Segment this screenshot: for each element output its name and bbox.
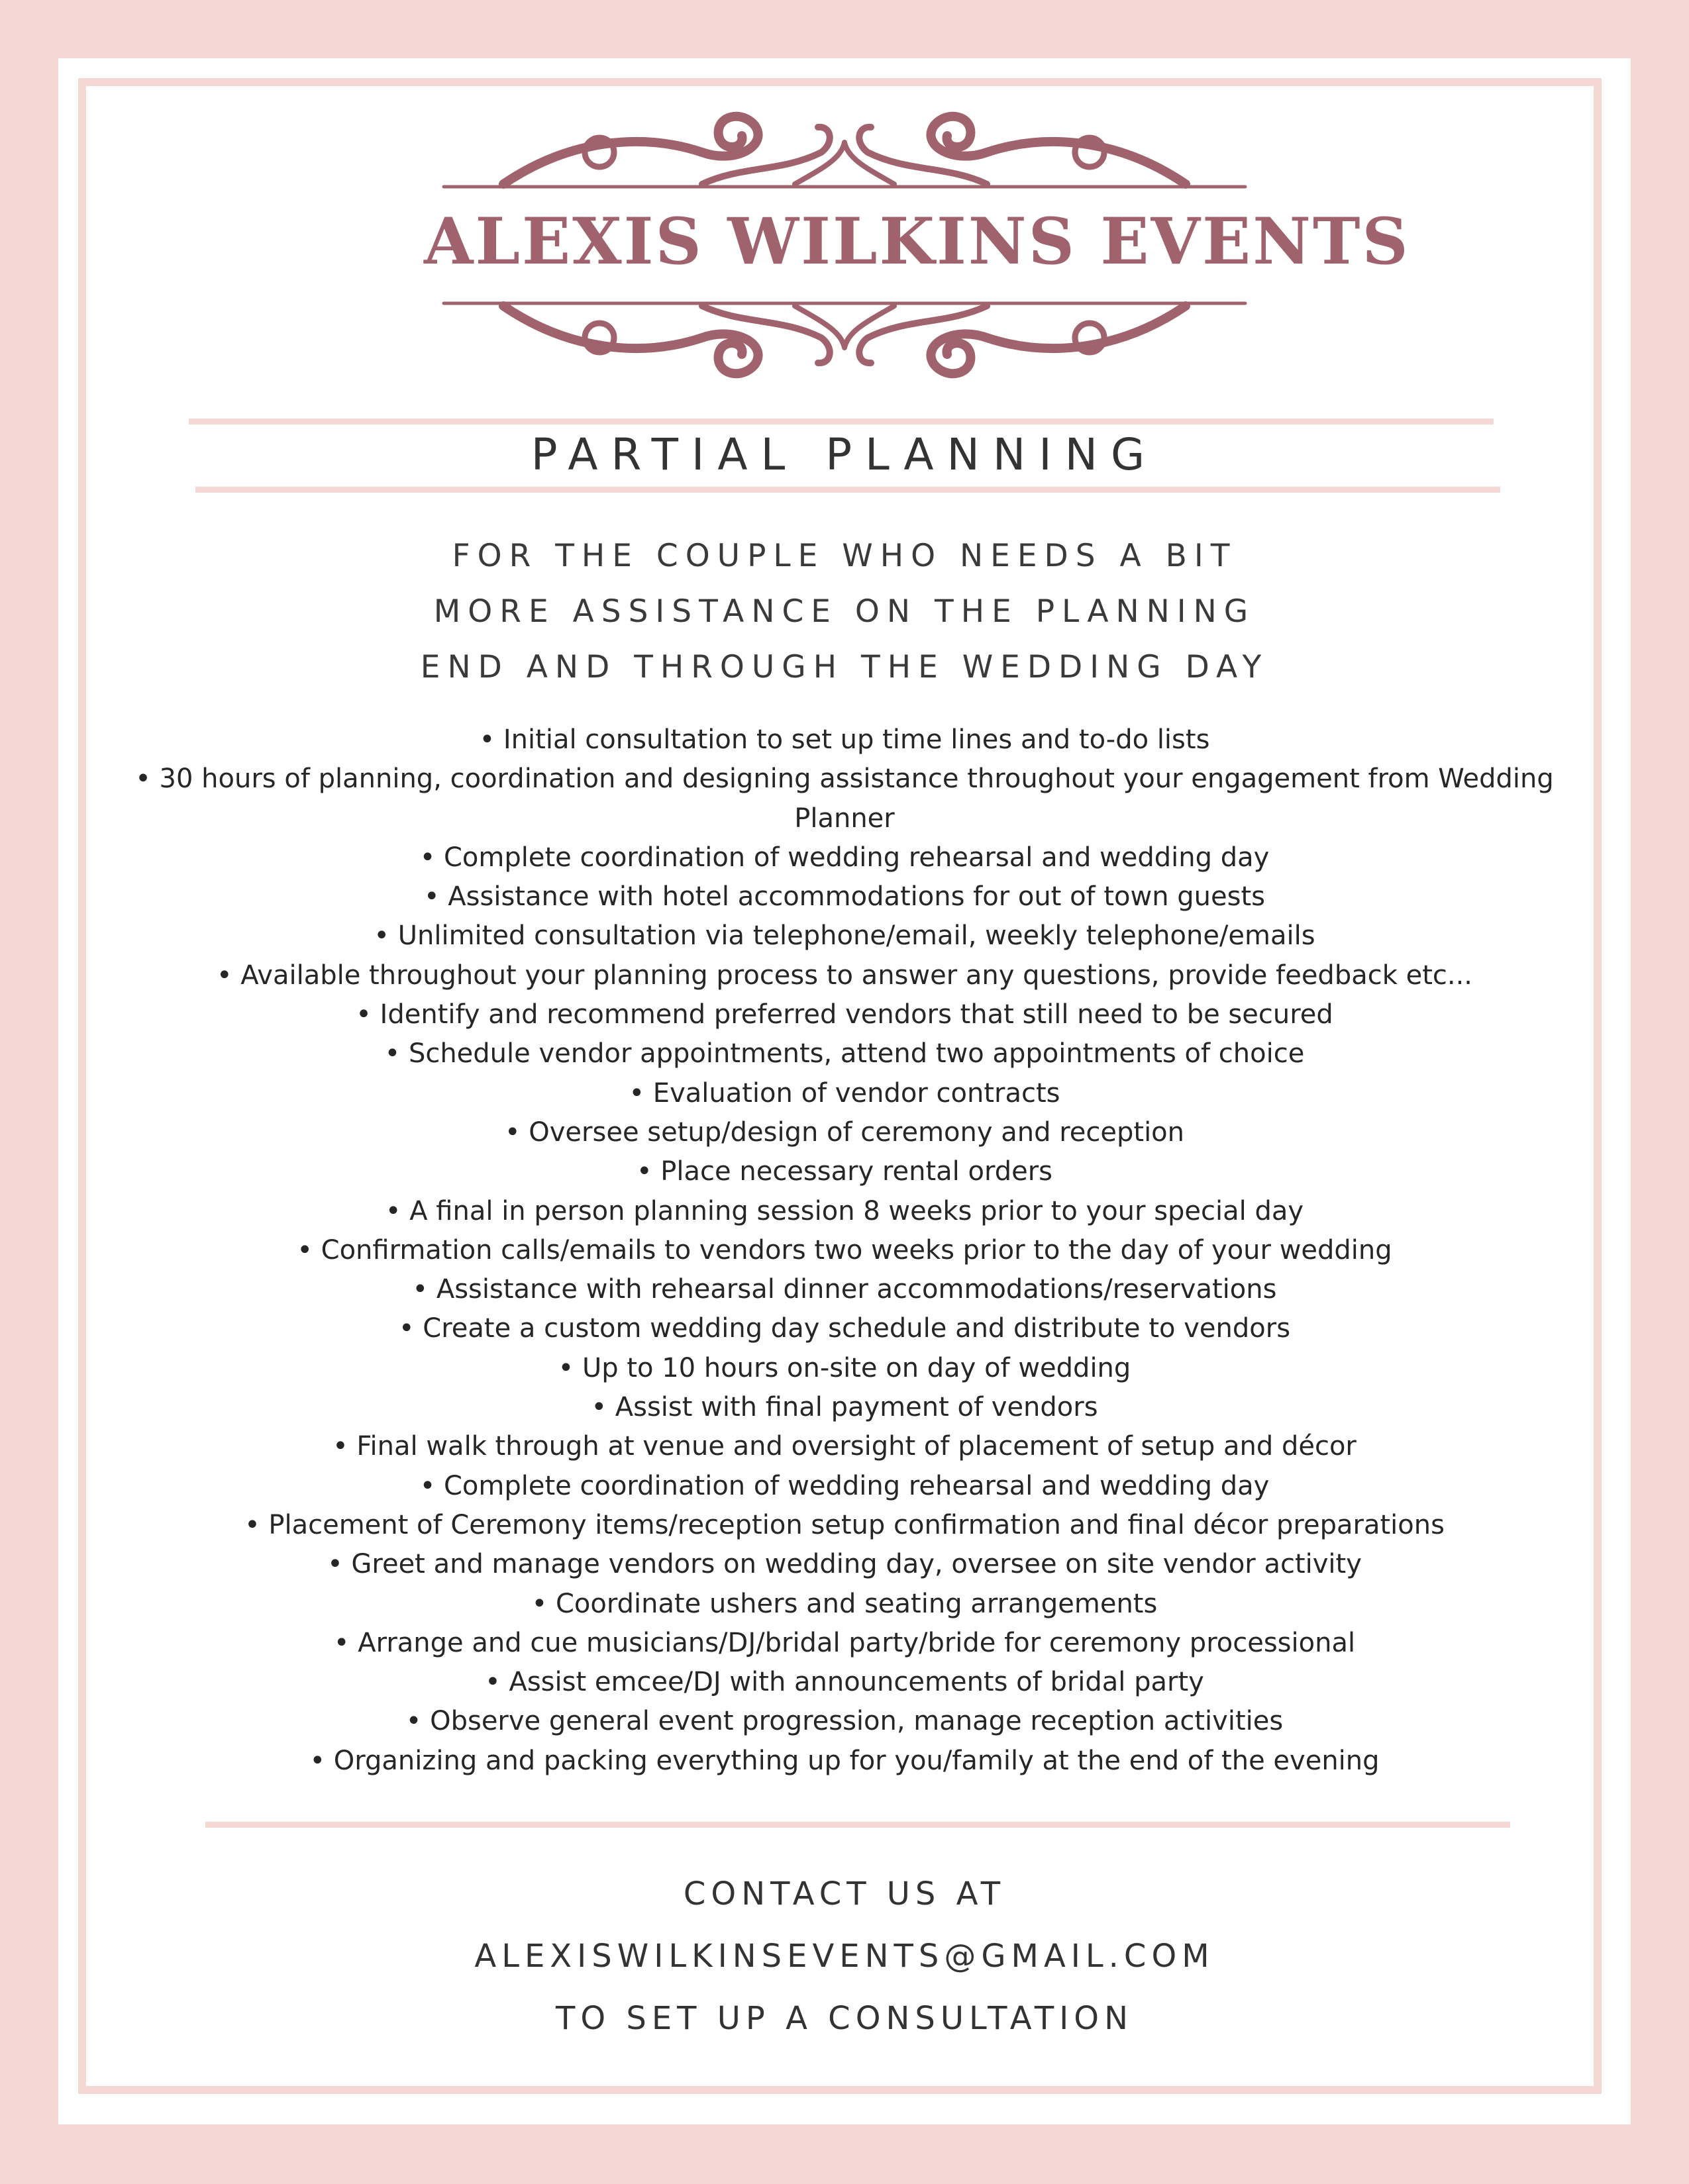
feature-item: • Initial consultation to set up time lines and to-do lists <box>479 724 1210 755</box>
flyer-card <box>58 58 1631 2124</box>
brand-name: ALEXIS WILKINS EVENTS <box>424 204 1410 279</box>
feature-item: • Arrange and cue musicians/DJ/bridal party/bride for ceremony processional <box>333 1627 1356 1658</box>
feature-item: • Final walk through at venue and oversight of placement of setup and décor <box>333 1431 1356 1462</box>
package-subtitle <box>58 528 1631 695</box>
contact-line: CONTACT US AT <box>683 1875 1006 1912</box>
feature-item: • Assist with final payment of vendors <box>591 1392 1098 1423</box>
feature-item: • Observe general event progression, manage reception activities <box>405 1706 1284 1737</box>
feature-item: • Complete coordination of wedding rehearsal and wedding day <box>419 1470 1270 1501</box>
contact-rule <box>205 1822 1510 1828</box>
feature-item: • Create a custom wedding day schedule and distribute to vendors <box>398 1313 1291 1344</box>
feature-item: • Assistance with hotel accommodations for out of town guests <box>424 881 1265 913</box>
feature-item: • Available throughout your planning process to answer any questions, provide feedback etc... <box>216 960 1473 991</box>
feature-item: • Up to 10 hours on-site on day of wedding <box>558 1352 1131 1383</box>
title-rule-bottom <box>195 487 1500 493</box>
feature-item: • Coordinate ushers and seating arrangements <box>531 1588 1158 1619</box>
subtitle-line: MORE ASSISTANCE ON THE PLANNING <box>433 593 1256 630</box>
feature-list <box>98 720 1591 1781</box>
feature-item: • Confirmation calls/emails to vendors two weeks prior to the day of your wedding <box>297 1234 1392 1266</box>
feature-item: • Assist emcee/DJ with announcements of bridal party <box>485 1667 1204 1698</box>
subtitle-line: FOR THE COUPLE WHO NEEDS A BIT <box>452 538 1237 574</box>
feature-item: • Complete coordination of wedding rehearsal and wedding day <box>419 842 1270 873</box>
feature-item: • Unlimited consultation via telephone/email, weekly telephone/emails <box>374 920 1315 952</box>
feature-item: • Organizing and packing everything up for you/family at the end of the evening <box>309 1745 1380 1776</box>
feature-item: • Schedule vendor appointments, attend two appointments of choice <box>384 1038 1305 1069</box>
feature-item: • A final in person planning session 8 weeks prior to your special day <box>385 1195 1304 1226</box>
feature-item: • Assistance with rehearsal dinner accommodations/reservations <box>412 1274 1277 1305</box>
feature-item: • Placement of Ceremony items/reception setup confirmation and final décor preparations <box>244 1509 1445 1540</box>
feature-item: • 30 hours of planning, coordination and designing assistance throughout your engagement from Wedding Planner <box>135 764 1554 834</box>
feature-item: • Identify and recommend preferred vendors that still need to be secured <box>356 999 1333 1030</box>
feature-item: • Evaluation of vendor contracts <box>629 1077 1060 1109</box>
feature-item: • Place necessary rental orders <box>636 1156 1052 1187</box>
feature-item: • Greet and manage vendors on wedding day, oversee on site vendor activity <box>327 1549 1362 1580</box>
contact-block <box>58 1863 1631 2050</box>
brand-logo <box>424 106 1410 384</box>
contact-email[interactable]: ALEXISWILKINSEVENTS@GMAIL.COM <box>474 1938 1215 1975</box>
contact-line: TO SET UP A CONSULTATION <box>556 2000 1133 2037</box>
package-title: PARTIAL PLANNING <box>531 429 1158 480</box>
feature-item: • Oversee setup/design of ceremony and reception <box>504 1117 1185 1148</box>
subtitle-line: END AND THROUGH THE WEDDING DAY <box>420 649 1269 685</box>
title-rule-top <box>189 419 1494 424</box>
